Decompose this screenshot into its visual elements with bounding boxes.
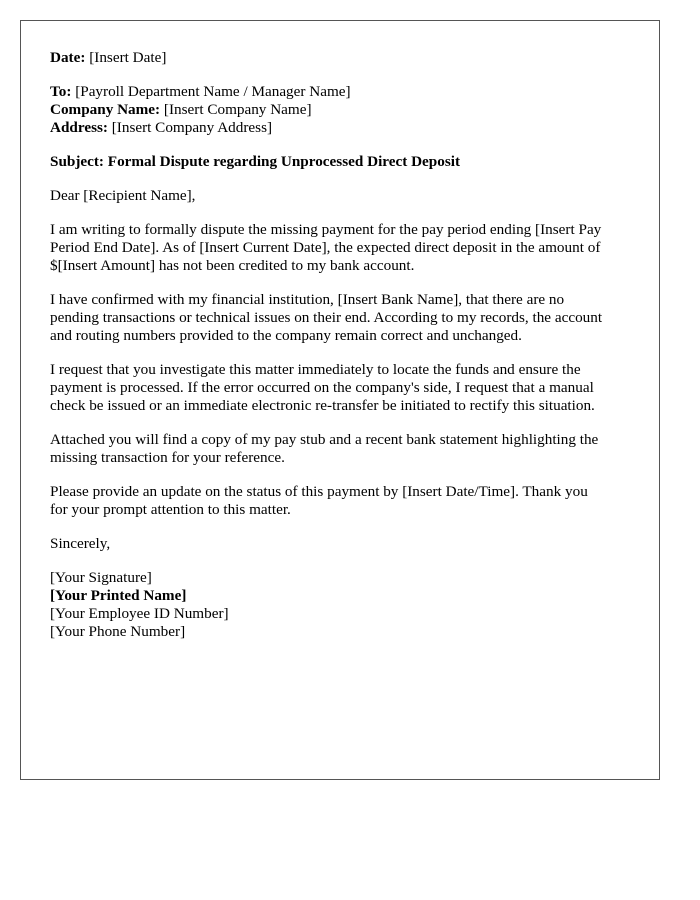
paragraph-line: Period End Date]. As of [Insert Current Date], the expected direct deposit in the amount of — [50, 239, 601, 256]
paragraph-line: I request that you investigate this matter immediately to locate the funds and ensure the — [50, 361, 581, 378]
closing — [50, 535, 640, 553]
paragraph-line: and routing numbers provided to the company remain correct and unchanged. — [50, 327, 522, 344]
paragraph-line: I am writing to formally dispute the missing payment for the pay period ending [Insert Pay — [50, 221, 602, 238]
body-paragraph-4 — [50, 431, 640, 467]
salutation-text: Dear [Recipient Name], — [50, 187, 196, 204]
phone-number: [Your Phone Number] — [50, 623, 186, 640]
subject-line — [50, 153, 640, 171]
recipient-to-line — [50, 83, 640, 101]
recipient-address-line — [50, 119, 640, 137]
body-paragraph-3 — [50, 361, 640, 415]
to-label: To: — [50, 83, 72, 100]
address-label: Address: — [50, 119, 108, 136]
date-line — [50, 49, 640, 67]
to-value: [Payroll Department Name / Manager Name] — [71, 83, 351, 100]
date-label: Date: — [50, 49, 86, 66]
closing-text: Sincerely, — [50, 535, 111, 552]
paragraph-line: missing transaction for your reference. — [50, 449, 285, 466]
paragraph-line: I have confirmed with my financial institution, [Insert Bank Name], that there are no — [50, 291, 565, 308]
subject-text: Subject: Formal Dispute regarding Unprocessed Direct Deposit — [50, 153, 461, 170]
body-paragraph-5 — [50, 483, 640, 519]
body-paragraph-1 — [50, 221, 640, 275]
salutation — [50, 187, 640, 205]
paragraph-line: check be issued or an immediate electronic re-transfer be initiated to rectify this situation. — [50, 397, 595, 414]
address-value: [Insert Company Address] — [107, 119, 273, 136]
signature-block — [50, 569, 640, 641]
paragraph-line: $[Insert Amount] has not been credited to my bank account. — [50, 257, 415, 274]
paragraph-line: Please provide an update on the status of this payment by [Insert Date/Time]. Thank you — [50, 483, 588, 500]
signature-placeholder: [Your Signature] — [50, 569, 152, 586]
paragraph-line: Attached you will find a copy of my pay stub and a recent bank statement highlighting the — [50, 431, 599, 448]
paragraph-line: pending transactions or technical issues on their end. According to my records, the account — [50, 309, 603, 326]
date-value: [Insert Date] — [85, 49, 167, 66]
letter-page — [20, 20, 660, 780]
letter-content — [50, 49, 640, 657]
paragraph-line: payment is processed. If the error occurred on the company's side, I request that a manual — [50, 379, 594, 396]
recipient-company-line — [50, 101, 640, 119]
employee-id: [Your Employee ID Number] — [50, 605, 229, 622]
paragraph-line: for your prompt attention to this matter. — [50, 501, 291, 518]
company-value: [Insert Company Name] — [160, 101, 312, 118]
company-label: Company Name: — [50, 101, 161, 118]
recipient-block — [50, 83, 640, 137]
body-paragraph-2 — [50, 291, 640, 345]
printed-name: [Your Printed Name] — [50, 587, 187, 604]
